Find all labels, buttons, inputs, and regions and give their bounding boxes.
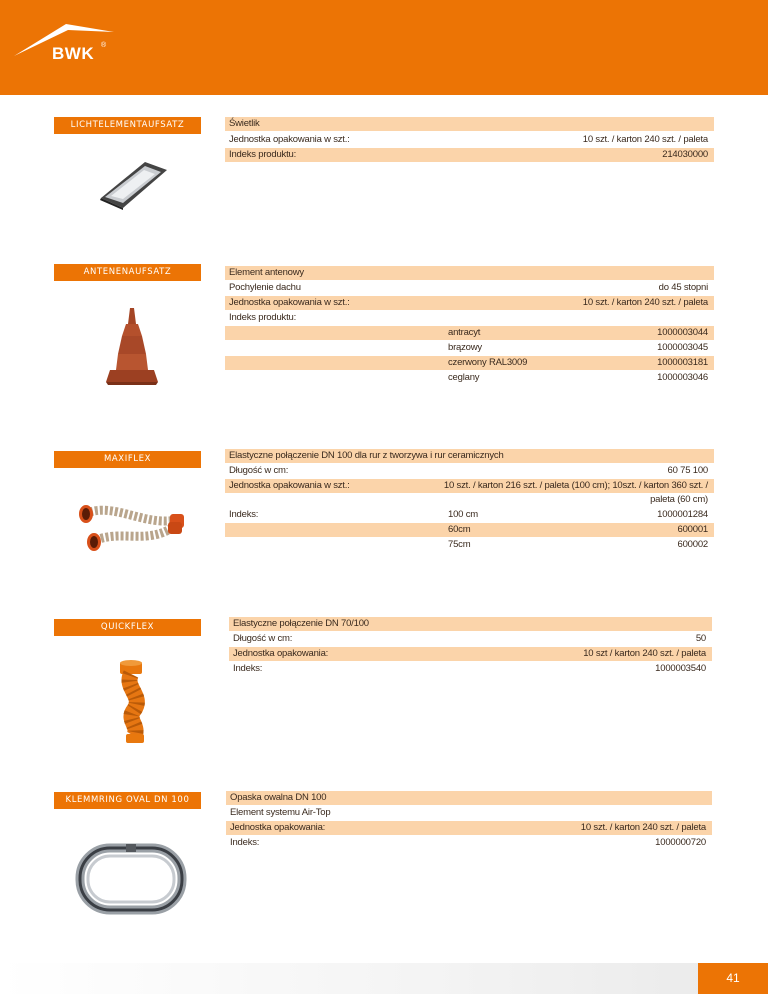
variant-index: 1000001284	[657, 509, 708, 520]
spec-value: 1000003540	[655, 663, 706, 674]
product-title: Element antenowy	[229, 267, 304, 278]
spec-row	[225, 493, 714, 507]
product-title-row	[225, 449, 714, 463]
spec-value: 50	[695, 633, 706, 644]
product-title-row	[226, 791, 712, 805]
spec-row	[225, 464, 714, 478]
variant-row	[225, 523, 714, 537]
logo-registered-mark: ®	[101, 42, 107, 49]
spec-row	[226, 821, 712, 835]
spec-row	[226, 836, 712, 850]
spec-row	[225, 311, 714, 325]
spec-label: Element systemu Air-Top	[230, 807, 331, 818]
spec-label: Indeks produktu:	[229, 149, 297, 160]
product-title-row	[225, 117, 714, 131]
spec-value: 10 szt. / karton 240 szt. / paleta	[582, 297, 708, 308]
spec-label: Pochylenie dachu	[229, 282, 301, 293]
spec-label: Jednostka opakowania w szt.:	[229, 134, 350, 145]
footer-band	[0, 963, 768, 994]
category-label: ANTENENAUFSATZ	[54, 264, 201, 281]
quickflex-hose-image	[110, 660, 156, 744]
variant-length: 75cm	[448, 539, 471, 550]
product-title: Opaska owalna DN 100	[230, 792, 327, 803]
spec-row	[225, 479, 714, 493]
spec-row	[229, 662, 712, 676]
variant-row	[225, 508, 714, 522]
variant-color: brązowy	[448, 342, 482, 353]
variant-length: 100 cm	[448, 509, 478, 520]
spec-label: Długość w cm:	[233, 633, 293, 644]
variant-color: czerwony RAL3009	[448, 357, 528, 368]
product-title: Świetlik	[229, 118, 260, 129]
variant-row	[225, 356, 714, 370]
spec-label: Indeks:	[229, 509, 259, 520]
variant-index: 1000003181	[657, 357, 708, 368]
variant-index: 600002	[677, 539, 708, 550]
spec-label: Jednostka opakowania:	[230, 822, 326, 833]
category-label: QUICKFLEX	[54, 619, 201, 636]
spec-value: 10 szt / karton 240 szt. / paleta	[583, 648, 706, 659]
category-label: KLEMMRING OVAL DN 100	[54, 792, 201, 809]
spec-value: 10 szt. / karton 240 szt. / paleta	[582, 134, 708, 145]
category-label: MAXIFLEX	[54, 451, 201, 468]
variant-row	[225, 538, 714, 552]
spec-label: Indeks:	[233, 663, 263, 674]
spec-value: do 45 stopni	[658, 282, 708, 293]
spec-value: 1000000720	[655, 837, 706, 848]
product-title: Elastyczne połączenie DN 70/100	[233, 618, 369, 629]
variant-index: 1000003046	[657, 372, 708, 383]
variant-row	[225, 326, 714, 340]
spec-row	[229, 647, 712, 661]
variant-color: ceglany	[448, 372, 480, 383]
variant-index: 1000003045	[657, 342, 708, 353]
spec-value: 10 szt. / karton 240 szt. / paleta	[580, 822, 706, 833]
spec-row	[225, 133, 714, 147]
spec-label: Jednostka opakowania:	[233, 648, 329, 659]
spec-row	[226, 806, 712, 820]
variant-row	[225, 341, 714, 355]
variant-length: 60cm	[448, 524, 471, 535]
product-title-row	[229, 617, 712, 631]
spec-value: paleta (60 cm)	[650, 494, 708, 505]
product-title-row	[225, 266, 714, 280]
spec-row	[225, 281, 714, 295]
variant-color: antracyt	[448, 327, 481, 338]
spec-row	[225, 296, 714, 310]
category-label: LICHTELEMENTAUFSATZ	[54, 117, 201, 134]
logo-text: BWK	[52, 44, 95, 63]
spec-label: Długość w cm:	[229, 465, 289, 476]
spec-label: Jednostka opakowania w szt.:	[229, 480, 350, 491]
oval-clamp-ring-image	[74, 840, 188, 916]
spec-label: Indeks:	[230, 837, 260, 848]
spec-label: Jednostka opakowania w szt.:	[229, 297, 350, 308]
skylight-image	[97, 158, 169, 210]
variant-index: 600001	[677, 524, 708, 535]
page-number: 41	[698, 963, 768, 994]
variant-row	[225, 371, 714, 385]
spec-value: 60 75 100	[667, 465, 708, 476]
product-title: Elastyczne połączenie DN 100 dla rur z tworzywa i rur ceramicznych	[229, 450, 504, 461]
spec-row	[225, 148, 714, 162]
antenna-element-image	[104, 306, 160, 386]
maxiflex-hose-image	[76, 500, 188, 552]
variant-index: 1000003044	[657, 327, 708, 338]
spec-value: 10 szt. / karton 216 szt. / paleta (100 cm); 10szt. / karton 360 szt. /	[443, 480, 708, 491]
spec-label: Indeks produktu:	[229, 312, 297, 323]
spec-row	[229, 632, 712, 646]
spec-value: 214030000	[662, 149, 708, 160]
